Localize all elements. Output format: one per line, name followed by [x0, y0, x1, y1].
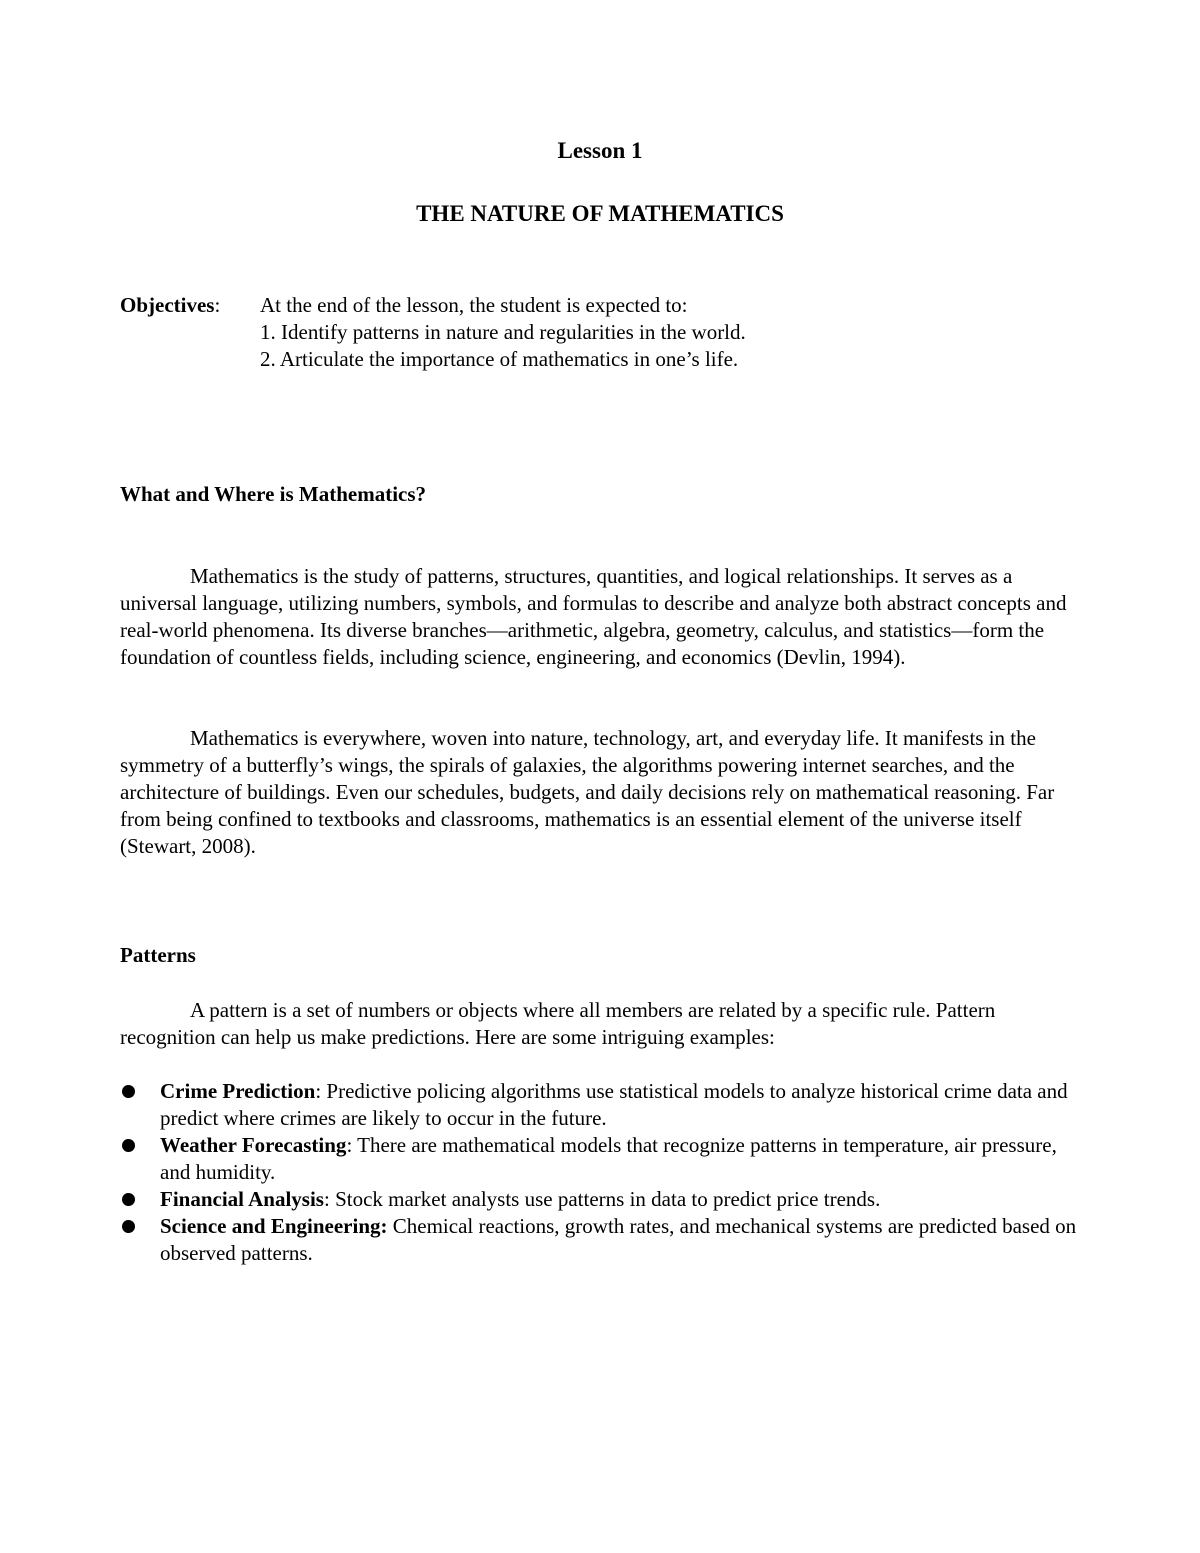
list-item	[120, 1078, 1080, 1132]
bullet-term: Science and Engineering:	[160, 1214, 388, 1238]
bullet-icon	[122, 1085, 135, 1098]
list-item	[120, 1132, 1080, 1186]
bullet-term: Weather Forecasting	[160, 1133, 347, 1157]
objectives-list	[260, 292, 746, 373]
objectives-label	[120, 292, 220, 319]
bullet-sep: :	[346, 1133, 353, 1157]
section-heading-what-where: What and Where is Mathematics?	[120, 482, 427, 506]
paragraph-definition: Mathematics is the study of patterns, structures, quantities, and logical relationships. It serves as a universal language, utilizing numbers, symbols, and formulas to describe and analyze both abstract concepts and real-world phenomena. Its diverse branches—arithmetic, algebra, geometry, calculus, and statistics—form the foundation of countless fields, including science, engineering, and economics (Devlin, 1994).	[120, 564, 1067, 669]
bullet-icon	[122, 1220, 135, 1233]
bullet-icon	[122, 1193, 135, 1206]
paragraph-everywhere: Mathematics is everywhere, woven into nature, technology, art, and everyday life. It manifests in the symmetry of a butterfly’s wings, the spirals of galaxies, the algorithms powering internet searches, and the architecture of buildings. Even our schedules, budgets, and daily decisions rely on mathematical reasoning. Far from being confined to textbooks and classrooms, mathematics is an essential element of the universe itself (Stewart, 2008).	[120, 726, 1055, 858]
bullet-text: Chemical reactions, growth rates, and mechanical systems are predicted based on observed patterns.	[160, 1214, 1077, 1265]
bullet-icon	[122, 1139, 135, 1152]
list-item	[120, 1186, 1080, 1213]
lesson-number: Lesson 1	[557, 138, 643, 163]
examples-list	[120, 1078, 1080, 1267]
bullet-text: Stock market analysts use patterns in data to predict price trends.	[329, 1187, 881, 1211]
bullet-term: Crime Prediction	[160, 1079, 316, 1103]
list-item	[120, 1213, 1080, 1267]
paragraph-patterns: A pattern is a set of numbers or objects where all members are related by a specific rule. Pattern recognition can help us make predictions. Here are some intriguing examples:	[120, 998, 996, 1049]
section-heading-patterns: Patterns	[120, 943, 196, 967]
bullet-term: Financial Analysis	[160, 1187, 324, 1211]
objectives-label-text: Objectives	[120, 293, 215, 317]
objective-item: 2. Articulate the importance of mathematics in one’s life.	[260, 347, 739, 371]
objective-item: 1. Identify patterns in nature and regularities in the world.	[260, 320, 746, 344]
objectives-colon: :	[214, 293, 221, 317]
page-title: THE NATURE OF MATHEMATICS	[416, 201, 784, 226]
bullet-sep: :	[323, 1187, 330, 1211]
objectives-intro: At the end of the lesson, the student is expected to:	[260, 293, 688, 317]
bullet-text: There are mathematical models that recognize patterns in temperature, air pressure, and humidity.	[160, 1133, 1057, 1184]
bullet-text: Predictive policing algorithms use statistical models to analyze historical crime data and predict where crimes are likely to occur in the future.	[160, 1079, 1068, 1130]
bullet-sep: :	[315, 1079, 322, 1103]
